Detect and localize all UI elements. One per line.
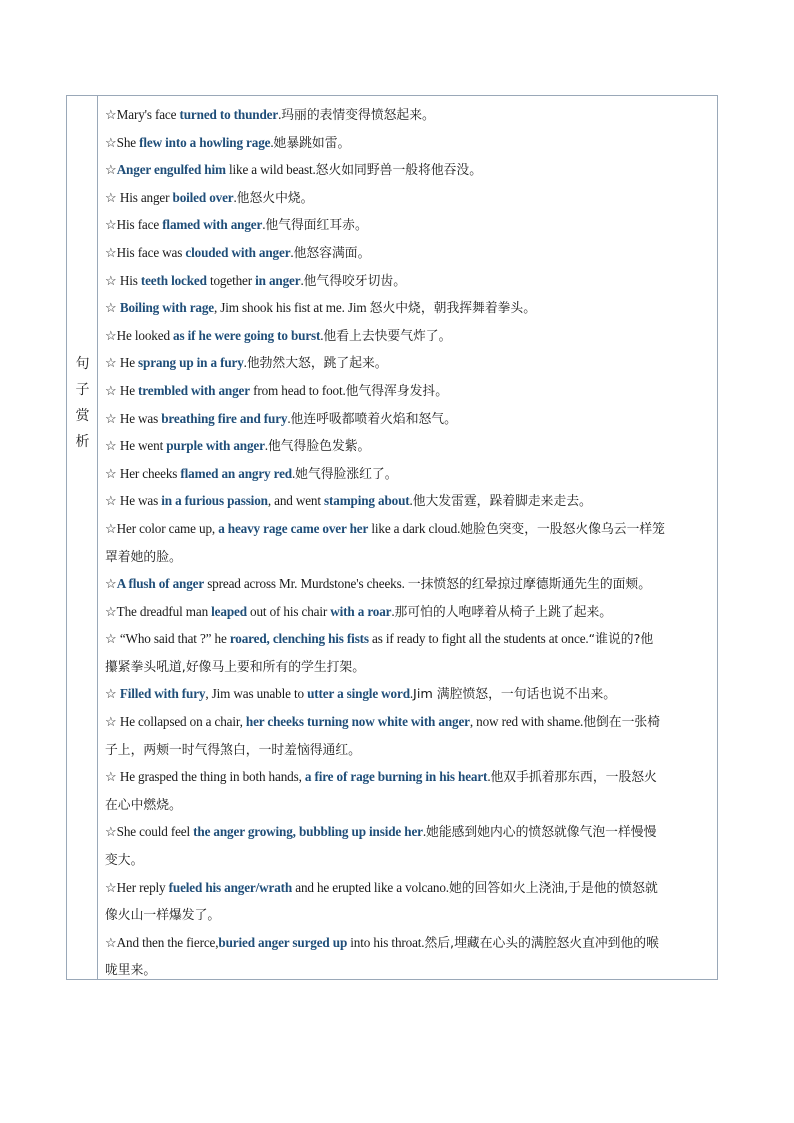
sentence-text: ☆: [105, 162, 117, 178]
chinese-translation: 变大。: [105, 853, 144, 869]
chinese-translation: 怒火如同野兽一般将他吞没。: [315, 163, 483, 179]
highlighted-phrase: a fire of rage burning in his heart: [304, 769, 488, 785]
highlighted-phrase: with a roar: [330, 603, 392, 619]
sentence-line: [105, 488, 713, 516]
chinese-translation: 罩着她的脸。: [105, 549, 182, 565]
sentence-text: ☆ He: [105, 355, 139, 371]
sentence-line: [105, 654, 713, 682]
sentence-text: as if ready to fight all the students at once.: [368, 631, 589, 647]
highlighted-phrase: sprang up in a fury: [138, 355, 244, 371]
sentence-text: ☆The dreadful man: [105, 603, 212, 619]
sentence-line: [105, 571, 713, 599]
chinese-translation: 她能感到她内心的愤怒就像气泡一样慢慢: [426, 825, 657, 841]
sentence-text: ☆He looked: [105, 327, 174, 343]
chinese-translation: 然后,埋藏在心头的满腔怒火直冲到他的喉: [424, 935, 659, 951]
sentence-line: [105, 819, 713, 847]
sentence-line: [105, 433, 713, 461]
highlighted-phrase: teeth locked: [140, 272, 207, 288]
sentence-line: [105, 461, 713, 489]
highlighted-phrase: a heavy rage came over her: [218, 520, 369, 536]
sentence-line: [105, 930, 713, 958]
highlighted-phrase: flew into a howling rage: [139, 134, 271, 150]
sentence-text: , and went: [267, 493, 325, 509]
sentence-text: spread across Mr. Murdstone's cheeks.: [204, 576, 408, 592]
sentence-text: out of his chair: [246, 603, 331, 619]
chinese-translation: 子上，两颊一时气得煞白，一时羞恼得通红。: [105, 742, 361, 758]
highlighted-phrase: buried anger surged up: [218, 934, 348, 950]
sentence-text: .: [243, 355, 247, 371]
sentence-text: ☆His face was: [105, 244, 186, 260]
sentence-text: ☆His face: [105, 217, 163, 233]
chinese-translation: 他怒火中烧。: [236, 190, 314, 206]
section-label-char: 析: [75, 434, 90, 450]
sentence-line: [105, 268, 713, 296]
sentence-text: ☆ “Who said that ?” he: [105, 631, 230, 647]
sentence-text: .: [287, 410, 291, 426]
analysis-table: [66, 95, 718, 980]
sentence-list: [105, 102, 713, 985]
sentence-line: [105, 764, 713, 792]
chinese-translation: 他气得面红耳赤。: [265, 218, 368, 234]
chinese-translation: 他连呼吸都喷着火焰和怒气。: [290, 411, 457, 427]
sentence-text: like a dark cloud.: [368, 520, 461, 536]
chinese-translation: 他倒在一张椅: [583, 715, 660, 731]
highlighted-phrase: fueled his anger/wrath: [168, 879, 293, 895]
highlighted-phrase: in a furious passion: [161, 493, 268, 509]
sentence-text: ☆Her color came up,: [105, 520, 219, 536]
sentence-text: .: [391, 603, 395, 619]
chinese-translation: 他双手抓着那东西，一股怒火: [490, 770, 657, 786]
sentence-text: .: [320, 327, 324, 343]
highlighted-phrase: Boiling with rage: [119, 300, 214, 316]
chinese-translation: 她气得脸涨红了。: [295, 466, 398, 482]
sentence-text: .: [278, 107, 282, 122]
sentence-text: ☆ Her cheeks: [105, 465, 181, 481]
chinese-translation: 他大发雷霆，跺着脚走来走去。: [412, 494, 592, 510]
chinese-translation: “谁说的?他: [588, 632, 654, 648]
sentence-line: [105, 323, 713, 351]
highlighted-phrase: breathing fire and fury: [161, 410, 288, 426]
sentence-line: [105, 957, 713, 985]
section-label-cell: [67, 96, 98, 979]
sentence-text: .: [487, 769, 491, 785]
chinese-translation: 她暴跳如雷。: [273, 135, 351, 151]
sentence-line: [105, 599, 713, 627]
highlighted-phrase: flamed an angry red: [180, 465, 292, 481]
highlighted-phrase: purple with anger: [166, 438, 265, 454]
chinese-translation: Jim 满腔愤怒，一句话也说不出来。: [413, 687, 617, 703]
sentence-line: [105, 544, 713, 572]
sentence-text: ☆Mary's face: [105, 107, 180, 122]
sentence-line: [105, 130, 713, 158]
sentence-text: like a wild beast.: [225, 162, 316, 178]
highlighted-phrase: Filled with fury: [119, 686, 206, 702]
sentence-text: .: [300, 272, 304, 288]
highlighted-phrase: flamed with anger: [162, 217, 263, 233]
sentence-line: [105, 295, 713, 323]
sentence-text: ☆Her reply: [105, 879, 169, 895]
sentence-line: [105, 516, 713, 544]
sentence-text: ☆: [105, 300, 120, 316]
sentence-line: [105, 185, 713, 213]
chinese-translation: 攥紧拳头吼道,好像马上要和所有的学生打架。: [105, 659, 366, 675]
sentence-line: [105, 792, 713, 820]
chinese-translation: 他怒容满面。: [293, 245, 371, 261]
sentence-text: ☆ His anger: [105, 189, 173, 205]
highlighted-phrase: A flush of anger: [116, 576, 205, 592]
highlighted-phrase: stamping about: [324, 493, 410, 509]
chinese-translation: 一抹愤怒的红晕掠过摩德斯通先生的面颊。: [407, 577, 652, 593]
sentence-text: , Jim was unable to: [205, 686, 308, 702]
sentence-line: [105, 681, 713, 709]
sentence-line: [105, 737, 713, 765]
sentence-line: [105, 875, 713, 903]
sentence-line: [105, 626, 713, 654]
sentence-text: ☆And then the fierce,: [105, 934, 219, 950]
sentence-text: .: [262, 217, 266, 233]
chinese-translation: 他气得脸色发紫。: [267, 439, 371, 455]
sentence-line: [105, 350, 713, 378]
sentence-line: [105, 212, 713, 240]
highlighted-phrase: boiled over: [172, 189, 234, 205]
section-label-char: 赏: [75, 408, 90, 424]
chinese-translation: 像火山一样爆发了。: [105, 908, 221, 924]
sentence-text: .: [422, 824, 427, 840]
sentence-line: [105, 847, 713, 875]
chinese-translation: 咙里来。: [105, 963, 157, 979]
sentence-text: ☆ He: [105, 382, 139, 398]
sentence-text: ☆: [105, 576, 117, 592]
highlighted-phrase: turned to thunder: [179, 107, 279, 122]
chinese-translation: 他看上去快要气炸了。: [323, 328, 452, 344]
sentence-text: ☆ He went: [105, 438, 167, 454]
highlighted-phrase: in anger: [255, 272, 301, 288]
chinese-translation: 玛丽的表情变得愤怒起来。: [281, 108, 435, 123]
highlighted-phrase: utter a single word: [307, 686, 410, 702]
sentence-text: from head to foot.: [249, 382, 346, 398]
section-label-char: 句: [75, 356, 90, 372]
highlighted-phrase: clouded with anger: [185, 244, 291, 260]
sentence-line: [105, 709, 713, 737]
sentence-line: [105, 902, 713, 930]
sentence-text: ☆ He grasped the thing in both hands,: [105, 769, 305, 785]
sentence-line: [105, 240, 713, 268]
sentence-text: , now red with shame.: [469, 714, 584, 730]
sentence-text: .: [409, 493, 413, 509]
sentence-text: ☆ He was: [105, 410, 162, 426]
highlighted-phrase: trembled with anger: [138, 382, 250, 398]
chinese-translation: 那可怕的人咆哮着从椅子上跳了起来。: [394, 604, 613, 620]
sentence-line: [105, 378, 713, 406]
chinese-translation: 在心中燃烧。: [105, 797, 182, 813]
chinese-translation: 她的回答如火上浇油,于是他的愤怒就: [448, 880, 658, 896]
chinese-translation: 他气得咬牙切齿。: [303, 273, 406, 289]
highlighted-phrase: roared, clenching his fists: [229, 631, 369, 647]
sentence-text: ☆She: [105, 134, 140, 150]
highlighted-phrase: her cheeks turning now white with anger: [245, 714, 470, 730]
section-label-char: 子: [75, 382, 90, 398]
section-label: [67, 351, 98, 455]
sentence-line: [105, 102, 713, 130]
sentence-text: together: [206, 272, 256, 288]
sentence-text: into his throat.: [347, 934, 425, 950]
sentence-text: ☆She could feel: [105, 824, 194, 840]
sentence-text: .: [233, 189, 237, 205]
sentence-text: .: [290, 244, 294, 260]
highlighted-phrase: as if he were going to burst: [173, 327, 321, 343]
sentence-text: ☆: [105, 686, 120, 702]
sentence-text: and he erupted like a volcano.: [292, 879, 449, 895]
sentence-text: .: [270, 134, 274, 150]
sentence-text: ☆ He collapsed on a chair,: [105, 714, 246, 730]
highlighted-phrase: the anger growing, bubbling up inside her: [193, 824, 423, 840]
chinese-translation: 怒火中烧，朝我挥舞着拳头。: [369, 301, 537, 317]
sentence-text: ☆ His: [105, 272, 141, 288]
sentence-text: ☆ He was: [105, 493, 162, 509]
chinese-translation: 她脸色突变，一股怒火像乌云一样笼: [460, 521, 665, 537]
chinese-translation: 他气得浑身发抖。: [345, 383, 449, 399]
sentence-text: .: [291, 465, 296, 481]
sentence-text: .: [264, 438, 268, 454]
sentence-text: , Jim shook his fist at me. Jim: [214, 300, 370, 316]
sentence-line: [105, 157, 713, 185]
chinese-translation: 他勃然大怒，跳了起来。: [246, 356, 388, 372]
highlighted-phrase: leaped: [211, 603, 247, 619]
sentence-text: .: [409, 686, 414, 702]
sentence-line: [105, 406, 713, 434]
highlighted-phrase: Anger engulfed him: [116, 162, 226, 178]
